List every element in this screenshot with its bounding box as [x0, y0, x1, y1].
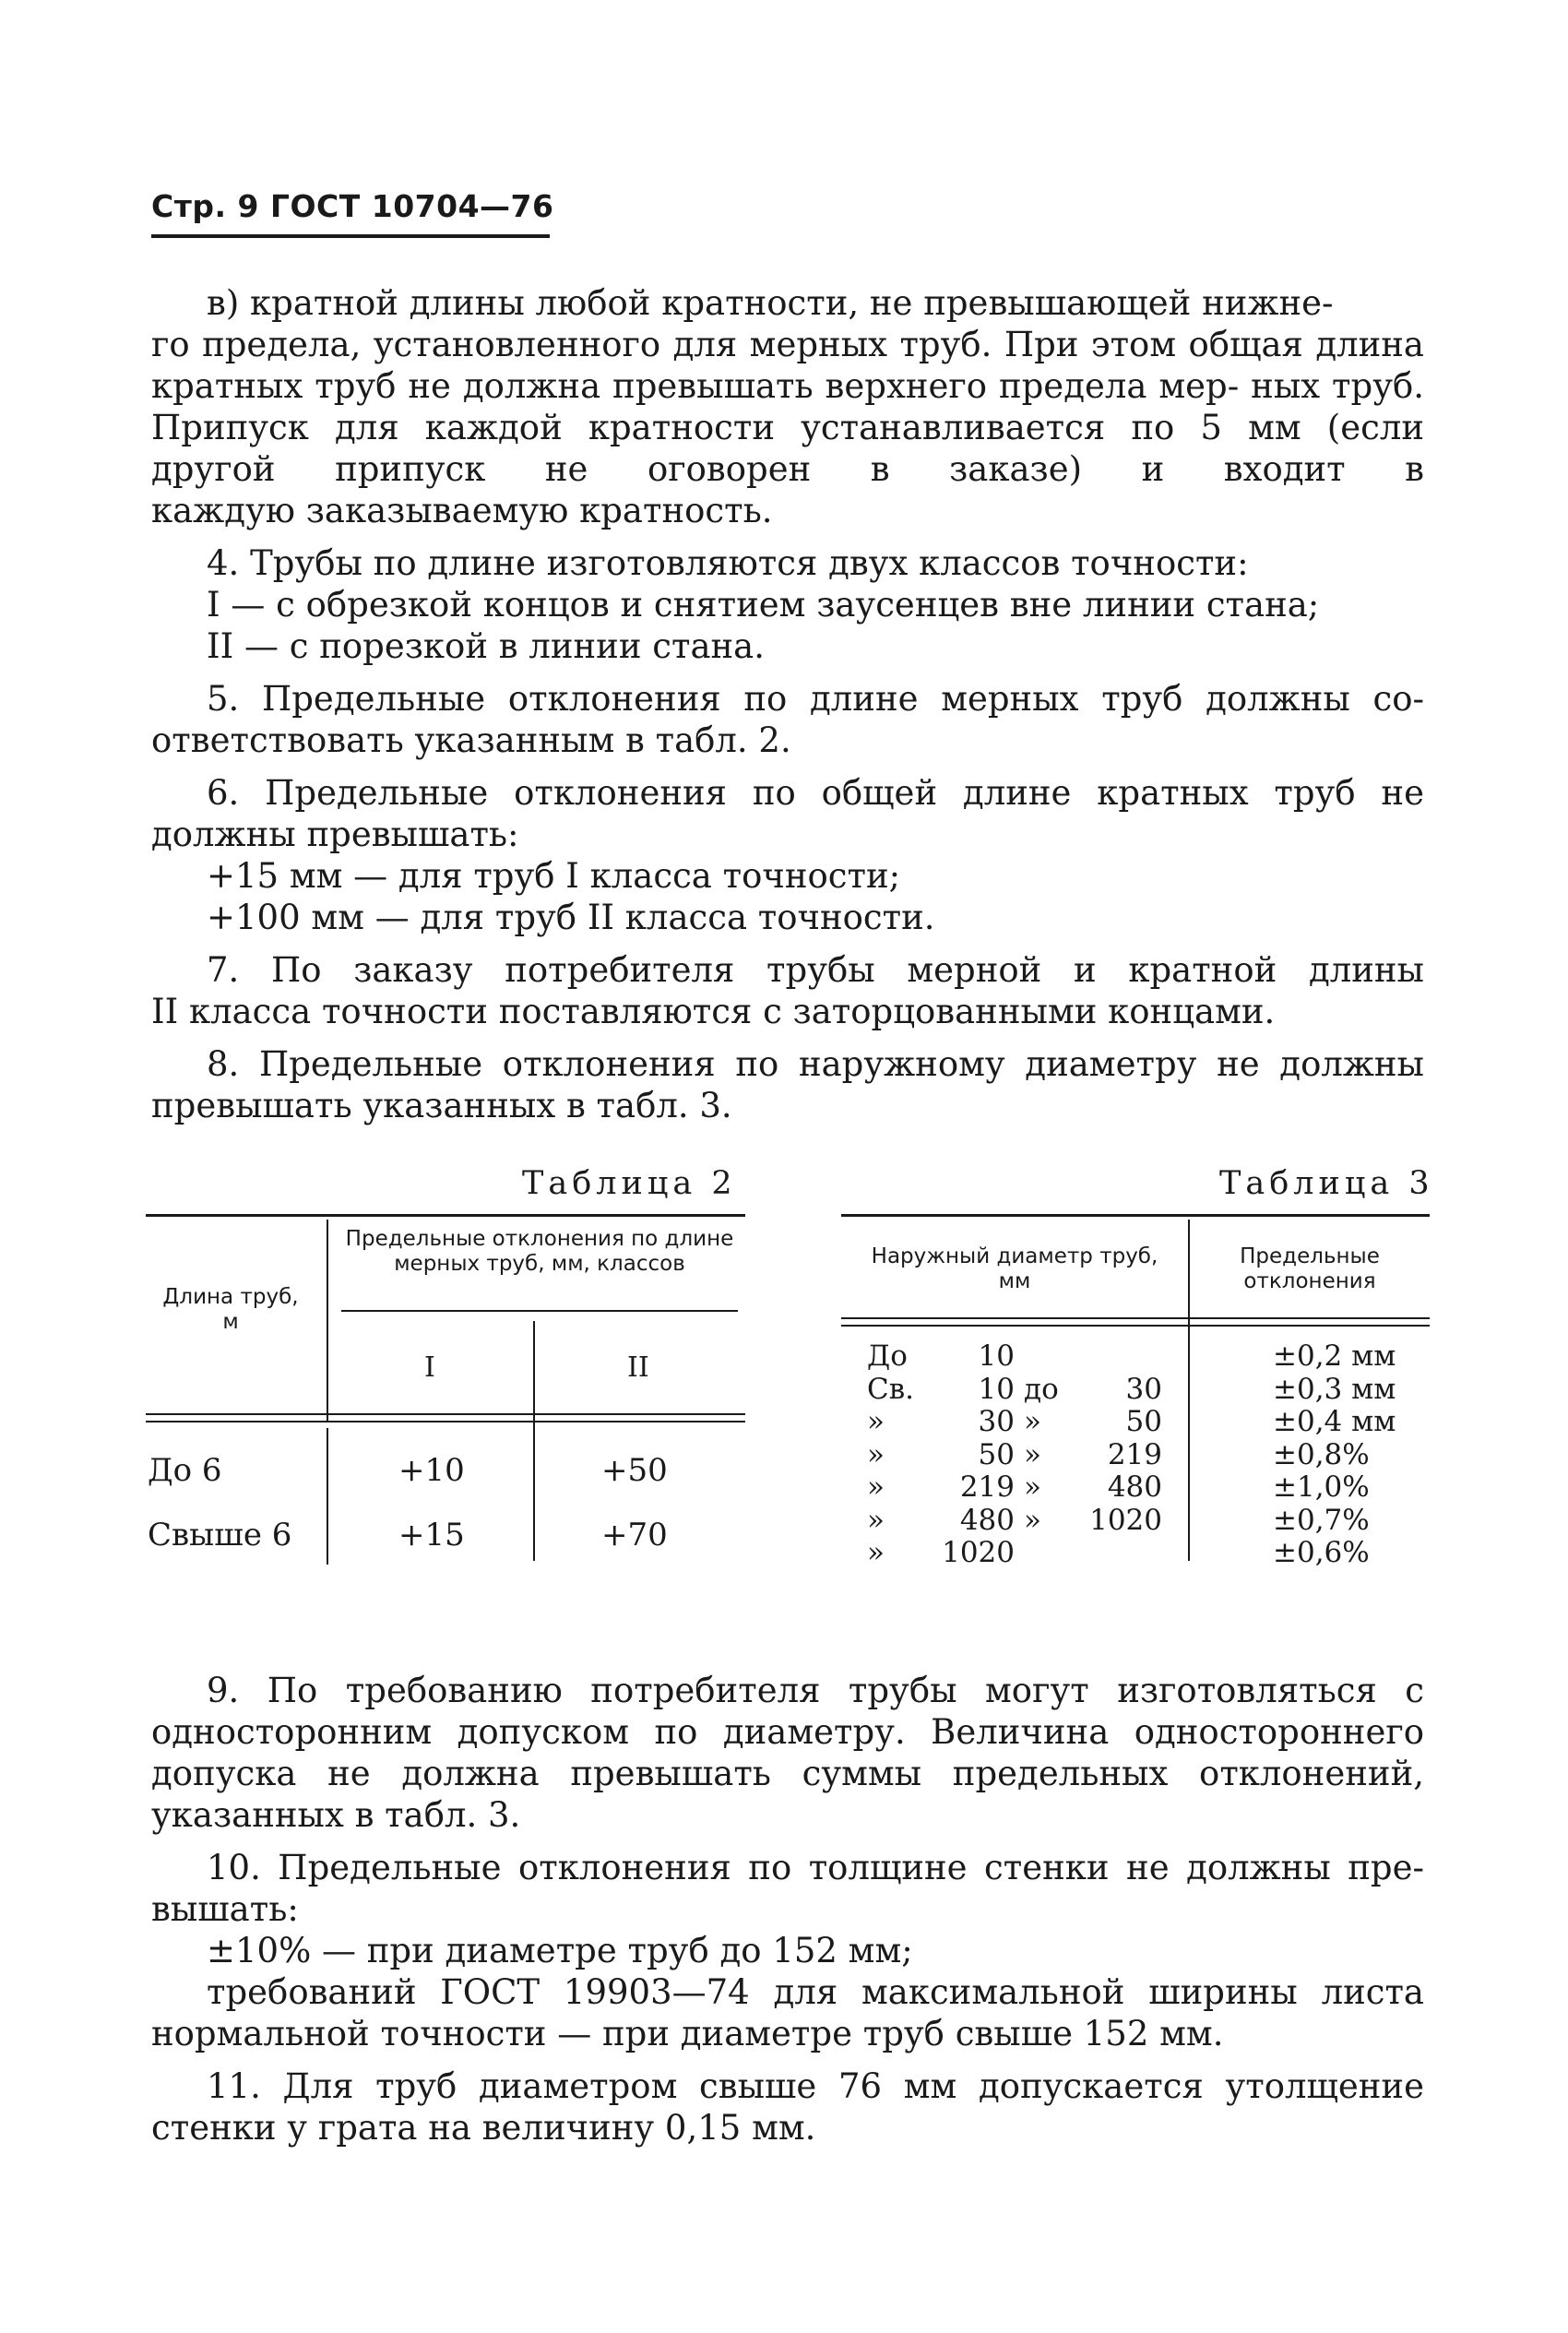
text-line: ных труб. Припуск для каждой кратности устанавливается по: [151, 366, 1425, 447]
table-rule: [841, 1325, 1430, 1327]
table-rule: [841, 1214, 1430, 1217]
table-3-cell-to: 50: [1125, 1405, 1162, 1438]
table-2-cell-II: +70: [601, 1517, 668, 1553]
item-8-line: превышать указанных в табл. 3.: [151, 1086, 732, 1125]
table-3-cell-from: 10: [978, 1339, 1015, 1373]
table-2-cell-I: +10: [398, 1452, 465, 1489]
text-line: длина кратных труб не должна превышать верхнего предела мер-: [151, 325, 1424, 406]
text-line: 7. По заказу потребителя трубы мерной и кратной длины: [207, 950, 1424, 990]
table-3-cell-deviation: ±0,8%: [1273, 1437, 1370, 1471]
table-3-cell-prefix: »: [867, 1536, 885, 1569]
text-line: го предела, установленного для мерных труб. При этом общая: [151, 325, 1303, 364]
item-4-line: II — с порезкой в линии стана.: [207, 626, 765, 666]
table-3-cell-from: 50: [978, 1437, 1015, 1471]
table-3-cell-to: 480: [1107, 1470, 1162, 1504]
table-2-cell-length: Свыше 6: [148, 1517, 292, 1553]
table-3-cell-deviation: ±0,4 мм: [1273, 1405, 1396, 1438]
table-3-cell-prefix: Св.: [867, 1372, 915, 1406]
table-3-cell-sep: »: [1024, 1470, 1041, 1504]
table-rule: [146, 1413, 745, 1415]
item-8: [151, 1043, 1424, 1085]
item-11: [151, 2065, 1424, 2107]
header-rule: [151, 234, 550, 238]
item-9-line: указанных в табл. 3.: [151, 1795, 521, 1835]
table-3-cell-from: 1020: [942, 1536, 1015, 1569]
table-3-caption: Таблица 3: [1219, 1165, 1434, 1202]
table-3-cell-prefix: »: [867, 1437, 885, 1471]
table-3-col-dev: Предельные отклонения: [1240, 1244, 1380, 1293]
table-rule: [327, 1428, 328, 1565]
table-3-cell-from: 30: [978, 1405, 1015, 1438]
item-10-body: [151, 1971, 1424, 2013]
table-rule: [327, 1220, 328, 1422]
table-rule: [146, 1421, 745, 1422]
item-5: [151, 678, 1424, 720]
text-line: каждую заказываемую кратность.: [151, 491, 773, 530]
item-5-line: ответствовать указанным в табл. 2.: [151, 720, 791, 760]
item-7-line: II класса точности поставляются с заторцованными концами.: [151, 992, 1276, 1031]
item-10: [151, 1847, 1424, 1888]
table-3-cell-from: 219: [959, 1470, 1015, 1504]
item-10-line: вышать:: [151, 1889, 299, 1929]
page-header: Стр. 9 ГОСТ 10704—76: [151, 188, 554, 224]
table-2-col-length: Длина труб, м: [162, 1285, 299, 1334]
table-rule: [1188, 1220, 1190, 1561]
table-3-cell-deviation: ±0,7%: [1273, 1503, 1370, 1537]
table-3-cell-prefix: »: [867, 1405, 885, 1438]
table-3-cell-to: 1020: [1089, 1503, 1162, 1537]
table-rule: [341, 1310, 738, 1312]
table-3-cell-from: 480: [959, 1503, 1015, 1537]
table-3-cell-deviation: ±0,3 мм: [1273, 1372, 1396, 1406]
table-3-cell-deviation: ±1,0%: [1273, 1470, 1370, 1504]
table-3-cell-prefix: До: [867, 1339, 908, 1373]
paragraph-v-body: [151, 324, 1424, 490]
table-2-cell-I: +15: [398, 1517, 465, 1553]
table-rule: [146, 1214, 745, 1217]
table-3-cell-prefix: »: [867, 1503, 885, 1537]
table-2-col-II: II: [627, 1351, 649, 1384]
text-line: 10. Предельные отклонения по толщине стенки не должны пре-: [207, 1848, 1424, 1887]
item-6-line: должны превышать:: [151, 815, 519, 854]
text-line: 11. Для труб диаметром свыше 76 мм допускается утолщение: [207, 2066, 1424, 2106]
table-3-cell-deviation: ±0,6%: [1273, 1536, 1370, 1569]
table-3-cell-deviation: ±0,2 мм: [1273, 1339, 1396, 1373]
table-3-cell-sep: »: [1024, 1437, 1041, 1471]
text-line: односторонним допуском по диаметру. Величина одностороннего: [151, 1712, 1424, 1752]
item-9: [151, 1670, 1424, 1711]
table-3-cell-prefix: »: [867, 1470, 885, 1504]
item-10-line: нормальной точности — при диаметре труб свыше 152 мм.: [151, 2014, 1224, 2053]
table-3-cell-to: 219: [1107, 1437, 1162, 1471]
paragraph-v: [151, 282, 1424, 324]
table-3-cell-sep: до: [1024, 1372, 1059, 1406]
item-6-line: +100 мм — для труб II класса точности.: [207, 898, 935, 937]
table-3-cell-sep: »: [1024, 1405, 1041, 1438]
table-2-col-I: I: [424, 1351, 435, 1384]
text-line: требований ГОСТ 19903—74 для максимальной ширины листа: [207, 1972, 1424, 2012]
item-4-line: 4. Трубы по длине изготовляются двух классов точности:: [207, 543, 1249, 583]
table-3-col-diameter: Наружный диаметр труб, мм: [871, 1244, 1158, 1293]
text-line: 9. По требованию потребителя трубы могут изготовляться с: [207, 1671, 1424, 1710]
table-3-cell-from: 10: [978, 1372, 1015, 1406]
text-line: 5 мм (если другой припуск не оговорен в заказе) и входит в: [151, 408, 1424, 489]
table-3-cell-sep: »: [1024, 1503, 1041, 1537]
item-7: [151, 949, 1424, 991]
item-11-line: стенки у грата на величину 0,15 мм.: [151, 2108, 816, 2148]
text-line: 6. Предельные отклонения по общей длине кратных труб не: [207, 773, 1424, 813]
item-6: [151, 772, 1424, 814]
table-3-cell-to: 30: [1125, 1372, 1162, 1406]
text-line: 5. Предельные отклонения по длине мерных труб должны со-: [207, 679, 1424, 719]
table-2-cell-II: +50: [601, 1452, 668, 1489]
item-6-line: +15 мм — для труб I класса точности;: [207, 856, 901, 896]
top-text-block: [151, 282, 1424, 1126]
bottom-text-block: [151, 1670, 1424, 2149]
table-2-col-group: Предельные отклонения по длине мерных труб, мм, классов: [345, 1227, 734, 1276]
table-rule: [841, 1317, 1430, 1319]
text-line: 8. Предельные отклонения по наружному диаметру не должны: [207, 1044, 1424, 1084]
table-2-cell-length: До 6: [148, 1452, 222, 1489]
text-line: в) кратной длины любой кратности, не превышающей нижне-: [207, 283, 1334, 323]
table-rule: [533, 1321, 535, 1561]
item-9-body: [151, 1711, 1424, 1794]
text-line: допуска не должна превышать суммы предельных отклонений,: [151, 1754, 1424, 1793]
table-2-caption: Таблица 2: [522, 1165, 737, 1202]
item-10-line: ±10% — при диаметре труб до 152 мм;: [207, 1931, 913, 1970]
item-4-line: I — с обрезкой концов и снятием заусенцев вне линии стана;: [207, 585, 1320, 625]
